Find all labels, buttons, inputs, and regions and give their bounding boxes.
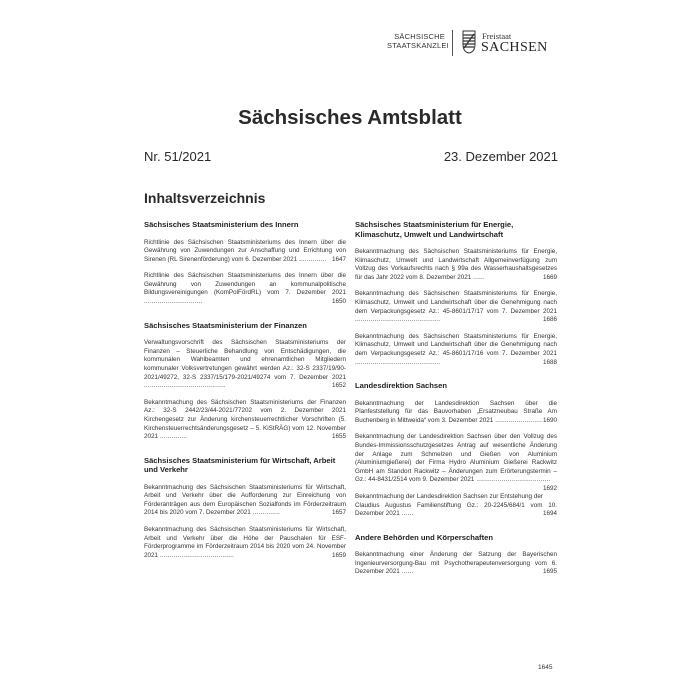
entry-text: Bekanntmachung des Sächsischen Staatsministeriums für Energie, Klimaschutz, Umwelt und Landwirtschaft über die Genehmigung nach dem Verpackungsgesetz Az.: 45-8601/17/17 vom 7. Dezember 2021 [355,290,557,315]
entry-page: 1695 [542,568,557,576]
entry-page: 1650 [331,298,346,306]
entry-text: Richtlinie des Sächsischen Staatsministeriums des Innern über die Gewährung von Zuwendungen zur Anschaffung und Errichtung von Sirenen (RL Sirenenförderung) vom 6. Dezember 2021 [144,238,346,263]
toc-entry[interactable]: Bekanntmachung einer Änderung der Satzung der Bayerischen Ingenieurversorgung-Bau mit Psychotherapeutenversorgung vom 6. Dezember 2021 ...... 1695 [355,551,557,576]
entry-page: 1652 [331,382,346,390]
entry-page: 1655 [331,433,346,441]
section-title: Landesdirektion Sachsen [355,381,447,391]
staatskanzlei-wordmark [387,32,449,50]
entry-page: 1669 [542,273,557,281]
section-title: Sächsisches Staatsministerium für Energie, Klimaschutz, Umwelt und Landwirtschaft [355,220,514,239]
toc-entry[interactable]: Richtlinie des Sächsischen Staatsministeriums des Innern über die Gewährung von Zuwendungen zur Anschaffung und Errichtung von Sirenen (RL Sirenenförderung) vom 6. Dezember 2021 .............. 1647 [144,238,346,263]
entry-text: Bekanntmachung des Sächsischen Staatsministeriums für Wirtschaft, Arbeit und Verkehr über die Aufforderung zur Einreichung von Förderanträgen aus dem Europäischen Sozialfonds im Förderzeitraum 2014 bis 2020 vom 7. Dezember 2021 [144,483,346,517]
toc-section [355,381,557,519]
toc-entry[interactable]: Bekanntmachung der Landesdirektion Sachsen zur Entstehung der Claudius Augustus Familienstiftung Gz.: 20-2245/684/1 vom 10. Dezember 2021 ...... 1694 [355,492,557,518]
logo-divider [452,30,453,56]
toc-section [144,321,346,442]
entry-page: 1688 [542,358,557,366]
toc-entry[interactable]: Bekanntmachung des Sächsischen Staatsministeriums für Energie, Klimaschutz, Umwelt und Landwirtschaft über die Genehmigung nach dem Verpackungsgesetz Az.: 45-8601/17/16 vom 7. Dezember 2021 ............................................ 1688 [355,332,557,366]
entry-text: Bekanntmachung der Landesdirektion Sachsen über den Vollzug des Bundes-Immissionsschutzgesetzes Antrag auf wesentliche Änderung der Anlage zum Schmelzen und Gießen von Aluminium (Aluminiumgießerei) der Firma Hydro Aluminium Gießerei Rackwitz GmbH am Standort Rackwitz – Änderungen zum Erörterungstermin – Gz.: 44-8431/2514 vom 9. Dezember 2021 [355,433,557,484]
toc-left-column [144,220,346,574]
entry-text: Bekanntmachung des Sächsischen Staatsministeriums für Wirtschaft, Arbeit und Verkehr über die Höhe der Pauschalen für ESF-Förderprogramme im Förderzeitraum 2014 bis 2020 vom 24. November 2021 [144,526,346,559]
entry-text: Bekanntmachung des Sächsischen Staatsministeriums für Energie, Klimaschutz, Umwelt und Landwirtschaft über die Genehmigung nach dem Verpackungsgesetz Az.: 45-8601/17/16 vom 7. Dezember 2021 [355,332,557,357]
document-title: Sächsisches Amtsblatt [238,106,462,129]
section-title: Sächsisches Staatsministerium der Finanzen [144,320,307,330]
entry-text: Bekanntmachung des Sächsischen Staatsministeriums der Finanzen Az.: 32-S 2442/23/44-2021/77202 vom 2. Dezember 2021 Kirchengesetz zur Änderung kirchensteuerrechtlicher Vorschriften (5. Kirchensteuerrechtsänderungsgesetz – 5. KiStRÄG) vom 12. November 2021 [144,398,346,441]
toc-entry[interactable]: Bekanntmachung des Sächsischen Staatsministeriums für Energie, Klimaschutz, Umwelt und Landwirtschaft Allgemeinverfügung zum Vollzug des Vorkaufsrechts nach § 99a des Wasserhaushaltsgesetzes für das Jahr 2022 vom 8. Dezember 2021 ...... 1669 [355,248,557,281]
toc-entry[interactable]: Bekanntmachung der Landesdirektion Sachsen über die Planfeststellung für das Bauvorhaben „Ersatzneubau Straße Am Buchenberg in Mittweida“ vom 3. Dezember 2021 ........................ 1690 [355,399,557,424]
section-title: Sächsisches Staatsministerium für Wirtschaft, Arbeit und Verkehr [144,455,336,475]
kanzlei-line1: SÄCHSISCHE [394,32,445,41]
toc-entry[interactable]: Richtlinie des Sächsischen Staatsministeriums des Innern über die Gewährung von Zuwendungen an kommunalpolitische Bildungsvereinigungen (KomPolFördRL) vom 7. Dezember 2021 .............................. 1650 [144,272,346,306]
toc-section [355,533,557,577]
toc-entry[interactable]: Bekanntmachung der Landesdirektion Sachsen über den Vollzug des Bundes-Immissionsschutzgesetzes Antrag auf wesentliche Änderung der Anlage zum Schmelzen und Gießen von Aluminium (Aluminiumgießerei) der Firma Hydro Aluminium Gießerei Rackwitz GmbH am Standort Rackwitz – Änderungen zum Erörterungstermin – Gz.: 44-8431/2514 vom 9. Dezember 2021 ...................................... 1692 [355,433,557,492]
entry-page: 1657 [331,509,346,517]
entry-text: Bekanntmachung einer Änderung der Satzung der Bayerischen Ingenieurversorgung-Bau mit Psychotherapeutenversorgung vom 6. Dezember 2021 [355,551,557,576]
entry-text: Bekanntmachung der Landesdirektion Sachsen über die Planfeststellung für das Bauvorhaben „Ersatzneubau Straße Am Buchenberg in Mittweida“ vom 3. Dezember 2021 [355,399,557,424]
issue-date: 23. Dezember 2021 [443,149,558,164]
toc-entry[interactable]: Bekanntmachung des Sächsischen Staatsministeriums für Wirtschaft, Arbeit und Verkehr über die Aufforderung zur Einreichung von Förderanträgen aus dem Europäischen Sozialfonds im Förderzeitraum 2014 bis 2020 vom 7. Dezember 2021 .............. 1657 [144,483,346,517]
entry-text: Bekanntmachung der Landesdirektion Sachsen zur Entstehung der Claudius Augustus Familienstiftung Gz.: 20-2245/684/1 vom 10. Dezember 2021 [355,492,557,518]
entry-text: Richtlinie des Sächsischen Staatsministeriums des Innern über die Gewährung von Zuwendungen an kommunalpolitische Bildungsvereinigungen (KomPolFördRL) vom 7. Dezember 2021 [144,272,346,297]
kanzlei-line2: STAATSKANZLEI [387,41,449,50]
sachsen-label: SACHSEN [481,40,548,55]
toc-section [355,220,557,367]
toc-section [144,220,346,307]
freistaat-label: Freistaat [482,31,512,41]
toc-entry[interactable]: Bekanntmachung des Sächsischen Staatsministeriums der Finanzen Az.: 32-S 2442/23/44-2021/77202 vom 2. Dezember 2021 Kirchengesetz zur Änderung kirchensteuerrechtlicher Vorschriften (5. Kirchensteuerrechtsänderungsgesetz – 5. KiStRÄG) vom 12. November 2021 .............. 1655 [144,398,346,441]
entry-text: Verwaltungsvorschrift des Sächsischen Staatsministeriums der Finanzen – Steuerliche Behandlung von Entschädigungen, die kommunalen Wahlbeamten und ehrenamtlichen Mitgliedern kommunaler Volksvertretungen gewährt werden Az.: 32-S 2337/19/90-2021/49272, 32-S 2337/15/179-2021/49274 vom 7. Dezember 2021 [144,339,346,381]
entry-text: Bekanntmachung des Sächsischen Staatsministeriums für Energie, Klimaschutz, Umwelt und Landwirtschaft Allgemeinverfügung zum Vollzug des Vorkaufsrechts nach § 99a des Wasserhaushaltsgesetzes für das Jahr 2022 vom 8. Dezember 2021 [355,248,557,281]
toc-right-column [355,220,557,591]
toc-entry[interactable]: Verwaltungsvorschrift des Sächsischen Staatsministeriums der Finanzen – Steuerliche Behandlung von Entschädigungen, die kommunalen Wahlbeamten und ehrenamtlichen Mitgliedern kommunaler Volksvertretungen gewährt werden Az.: 32-S 2337/19/90-2021/49272, 32-S 2337/15/179-2021/49274 vom 7. Dezember 2021 .......................................... 1652 [144,339,346,390]
entry-page: 1692 [542,484,557,492]
entry-page: 1690 [542,416,557,424]
page-number: 1645 [538,664,553,671]
entry-page: 1647 [331,255,346,263]
entry-page: 1659 [331,551,346,559]
entry-page: 1686 [542,316,557,324]
entry-page: 1694 [542,510,557,518]
saxony-crest-icon [462,30,476,54]
section-title: Andere Behörden und Körperschaften [355,532,493,542]
toc-entry[interactable]: Bekanntmachung des Sächsischen Staatsministeriums für Energie, Klimaschutz, Umwelt und Landwirtschaft über die Genehmigung nach dem Verpackungsgesetz Az.: 45-8601/17/17 vom 7. Dezember 2021 ............................................ 1686 [355,290,557,324]
issue-number: Nr. 51/2021 [144,149,212,164]
toc-entry[interactable]: Bekanntmachung des Sächsischen Staatsministeriums für Wirtschaft, Arbeit und Verkehr über die Höhe der Pauschalen für ESF-Förderprogramme im Förderzeitraum 2014 bis 2020 vom 24. November 2021 ...................................... 1659 [144,526,346,559]
section-title: Sächsisches Staatsministerium des Innern [144,220,299,229]
toc-section [144,456,346,561]
toc-heading: Inhaltsverzeichnis [144,190,266,206]
